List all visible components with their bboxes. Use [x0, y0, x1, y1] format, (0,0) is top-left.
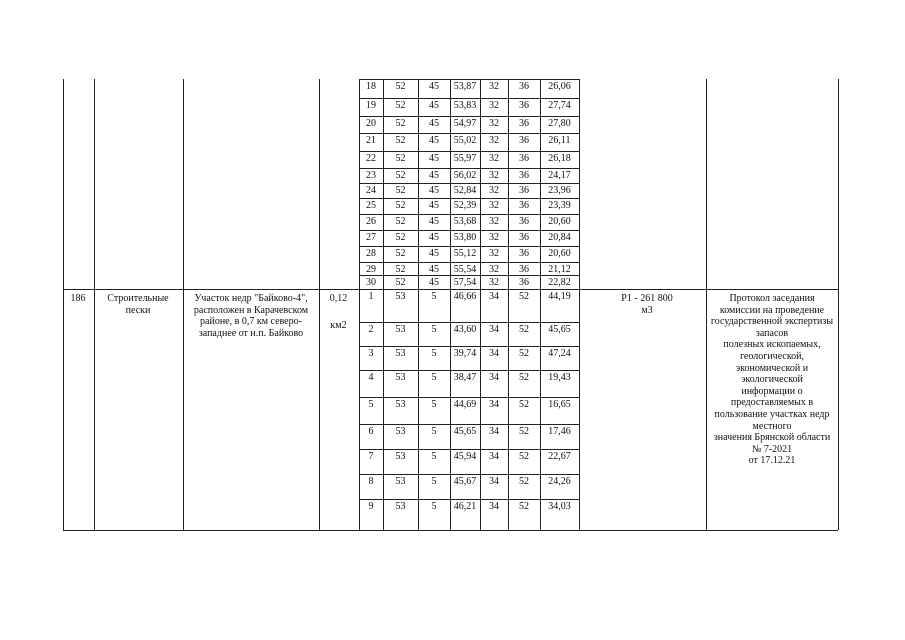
top-row-cell: 52	[395, 185, 406, 196]
top-row-cell: 45	[429, 118, 439, 129]
grid-line	[359, 133, 579, 134]
top-row-cell: 32	[489, 232, 499, 243]
record-row-cell: 5	[368, 399, 374, 410]
record-row-cell: 47,24	[548, 348, 571, 359]
record-row-cell: 24,26	[548, 476, 571, 487]
top-row-cell: 32	[489, 277, 499, 288]
top-row-cell: 26	[366, 216, 376, 227]
top-row-cell: 27,80	[548, 118, 571, 129]
record-row-cell: 5	[431, 501, 437, 512]
grid-line	[359, 322, 579, 323]
site-line-1: Участок недр "Байково-4",	[194, 293, 308, 304]
top-row-cell: 45	[429, 153, 439, 164]
top-row-cell: 53,80	[453, 232, 477, 243]
top-row-cell: 28	[366, 248, 376, 259]
top-row-cell: 30	[366, 277, 376, 288]
top-row-cell: 45	[429, 135, 439, 146]
top-row-cell: 45	[429, 185, 439, 196]
top-row-cell: 45	[429, 264, 439, 275]
top-row-cell: 26,11	[548, 135, 571, 146]
protocol-line-8: экологической	[741, 374, 803, 386]
top-row-cell: 32	[489, 118, 499, 129]
top-row-cell: 55,97	[453, 153, 477, 164]
record-row-cell: 52	[519, 324, 529, 335]
top-row-cell: 57,54	[453, 277, 477, 288]
record-row-cell: 34	[489, 324, 499, 335]
record-row-cell: 5	[431, 324, 437, 335]
record-row-cell: 9	[368, 501, 374, 512]
top-row-cell: 32	[489, 264, 499, 275]
top-row-cell: 32	[489, 153, 499, 164]
grid-line	[359, 151, 579, 152]
top-row-cell: 52	[395, 232, 406, 243]
grid-line	[359, 116, 579, 117]
top-row-cell: 36	[519, 118, 529, 129]
top-row-cell: 52	[395, 264, 406, 275]
area-value: 0,12	[329, 293, 348, 304]
mineral-line-2: пески	[125, 304, 151, 316]
record-row-cell: 8	[368, 476, 374, 487]
top-row-cell: 55,12	[453, 248, 477, 259]
top-row-cell: 19	[366, 100, 376, 111]
top-row-cell: 36	[519, 200, 529, 211]
site-line-3: районе, в 0,7 км северо-	[200, 316, 302, 328]
resources-line-2: м3	[641, 304, 653, 316]
record-row-cell: 44,69	[453, 399, 477, 410]
record-row-cell: 52	[519, 348, 529, 359]
top-row-cell: 32	[489, 248, 499, 259]
site-line-2: расположен в Карачевском	[193, 304, 309, 316]
record-number: 186	[70, 293, 86, 304]
top-row-cell: 32	[489, 216, 499, 227]
grid-line	[359, 370, 579, 371]
top-row-cell: 32	[489, 170, 499, 181]
top-row-cell: 36	[519, 81, 529, 92]
record-row-cell: 45,65	[453, 426, 477, 437]
top-row-cell: 32	[489, 135, 499, 146]
grid-line	[359, 499, 579, 500]
top-row-cell: 45	[429, 100, 439, 111]
top-row-cell: 52	[395, 135, 406, 146]
record-row-cell: 1	[368, 291, 374, 302]
top-row-cell: 52,84	[453, 185, 477, 196]
grid-line	[63, 530, 838, 531]
record-row-cell: 38,47	[453, 372, 477, 383]
top-row-cell: 45	[429, 81, 439, 92]
top-row-cell: 20,60	[548, 248, 571, 259]
top-row-cell: 52	[395, 200, 406, 211]
record-row-cell: 5	[431, 399, 437, 410]
grid-line	[359, 79, 579, 80]
record-row-cell: 19,43	[548, 372, 571, 383]
protocol-line-5: полезных ископаемых,	[723, 339, 821, 351]
top-row-cell: 23,96	[548, 185, 571, 196]
grid-line	[359, 246, 579, 247]
record-row-cell: 53	[395, 451, 406, 462]
top-row-cell: 36	[519, 100, 529, 111]
record-row-cell: 53	[395, 372, 406, 383]
area-unit: км2	[330, 320, 347, 331]
protocol-line-13: значения Брянской области	[713, 432, 831, 444]
protocol-line-4: запасов	[755, 327, 789, 339]
record-row-cell: 34	[489, 501, 499, 512]
record-row-cell: 52	[519, 501, 529, 512]
top-row-cell: 23,39	[548, 200, 571, 211]
record-row-cell: 5	[431, 476, 437, 487]
top-row-cell: 45	[429, 200, 439, 211]
record-row-cell: 44,19	[548, 291, 571, 302]
site-description	[184, 293, 318, 339]
top-row-cell: 36	[519, 277, 529, 288]
grid-line	[63, 289, 838, 290]
record-row-cell: 22,67	[548, 451, 571, 462]
protocol-reference	[706, 293, 838, 467]
top-row-cell: 27	[366, 232, 376, 243]
record-row-cell: 4	[368, 372, 374, 383]
top-row-cell: 21,12	[548, 264, 571, 275]
top-row-cell: 36	[519, 153, 529, 164]
mineral-type	[94, 293, 182, 316]
protocol-line-10: предоставляемых в	[730, 397, 814, 409]
record-row-cell: 53	[395, 426, 406, 437]
top-row-cell: 36	[519, 248, 529, 259]
top-row-cell: 27,74	[548, 100, 571, 111]
top-row-cell: 53,83	[453, 100, 477, 111]
top-row-cell: 36	[519, 185, 529, 196]
top-row-cell: 24,17	[548, 170, 571, 181]
protocol-line-2: комиссии на проведение	[719, 304, 825, 316]
protocol-line-7: экономической и	[735, 362, 809, 374]
record-row-cell: 34,03	[548, 501, 571, 512]
record-row-cell: 6	[368, 426, 374, 437]
top-row-cell: 36	[519, 232, 529, 243]
record-row-cell: 34	[489, 476, 499, 487]
top-row-cell: 32	[489, 100, 499, 111]
top-row-cell: 52	[395, 170, 406, 181]
record-row-cell: 34	[489, 291, 499, 302]
record-row-cell: 53	[395, 291, 406, 302]
top-row-cell: 25	[366, 200, 376, 211]
protocol-line-1: Протокол заседания	[729, 293, 815, 304]
protocol-line-11: пользование участках недр	[714, 408, 830, 420]
record-row-cell: 5	[431, 291, 437, 302]
top-row-cell: 18	[366, 81, 376, 92]
record-row-cell: 2	[368, 324, 374, 335]
top-row-cell: 53,68	[453, 216, 477, 227]
record-row-cell: 43,60	[453, 324, 477, 335]
top-row-cell: 20,60	[548, 216, 571, 227]
record-row-cell: 5	[431, 451, 437, 462]
record-row-cell: 53	[395, 501, 406, 512]
record-row-cell: 46,21	[453, 501, 477, 512]
record-row-cell: 45,65	[548, 324, 571, 335]
record-row-cell: 17,46	[548, 426, 571, 437]
record-row-cell: 53	[395, 476, 406, 487]
grid-line	[359, 346, 579, 347]
record-row-cell: 7	[368, 451, 374, 462]
top-row-cell: 36	[519, 135, 529, 146]
grid-line	[359, 474, 579, 475]
top-row-cell: 53,87	[453, 81, 477, 92]
top-row-cell: 26,06	[548, 81, 571, 92]
grid-line	[359, 214, 579, 215]
grid-line	[359, 262, 579, 263]
record-row-cell: 34	[489, 426, 499, 437]
grid-line	[359, 397, 579, 398]
top-row-cell: 52	[395, 216, 406, 227]
record-row-cell: 53	[395, 399, 406, 410]
top-row-cell: 55,02	[453, 135, 477, 146]
top-row-cell: 45	[429, 170, 439, 181]
record-row-cell: 52	[519, 476, 529, 487]
record-row-cell: 34	[489, 399, 499, 410]
record-row-cell: 5	[431, 426, 437, 437]
record-row-cell: 3	[368, 348, 374, 359]
top-row-cell: 32	[489, 81, 499, 92]
record-row-cell: 34	[489, 372, 499, 383]
top-row-cell: 52	[395, 81, 406, 92]
record-row-cell: 45,67	[453, 476, 477, 487]
record-row-cell: 53	[395, 348, 406, 359]
top-row-cell: 22,82	[548, 277, 571, 288]
top-row-cell: 32	[489, 200, 499, 211]
resources-line-1: Р1 - 261 800	[621, 293, 673, 304]
site-line-4: западнее от н.п. Байково	[198, 327, 304, 339]
top-row-cell: 22	[366, 153, 376, 164]
grid-line	[359, 98, 579, 99]
grid-line	[359, 424, 579, 425]
top-row-cell: 52	[395, 277, 406, 288]
grid-line	[359, 198, 579, 199]
record-row-cell: 5	[431, 348, 437, 359]
record-row-cell: 45,94	[453, 451, 477, 462]
protocol-line-15: от 17.12.21	[748, 455, 796, 467]
top-row-cell: 32	[489, 185, 499, 196]
record-row-cell: 52	[519, 291, 529, 302]
grid-line	[359, 449, 579, 450]
grid-line	[359, 168, 579, 169]
protocol-line-6: геологической,	[739, 350, 805, 362]
top-row-cell: 52	[395, 153, 406, 164]
record-row-cell: 39,74	[453, 348, 477, 359]
top-row-cell: 52	[395, 100, 406, 111]
protocol-line-12: местного	[752, 420, 792, 432]
record-row-cell: 52	[519, 426, 529, 437]
record-row-cell: 52	[519, 372, 529, 383]
top-row-cell: 45	[429, 216, 439, 227]
top-row-cell: 56,02	[453, 170, 477, 181]
record-row-cell: 5	[431, 372, 437, 383]
grid-line	[359, 183, 579, 184]
top-row-cell: 54,97	[453, 118, 477, 129]
top-row-cell: 23	[366, 170, 376, 181]
grid-line	[579, 79, 580, 530]
top-row-cell: 55,54	[453, 264, 477, 275]
top-row-cell: 21	[366, 135, 376, 146]
top-row-cell: 45	[429, 277, 439, 288]
record-row-cell: 16,65	[548, 399, 571, 410]
record-row-cell: 52	[519, 451, 529, 462]
mineral-line-1: Строительные	[107, 293, 169, 304]
top-row-cell: 20,84	[548, 232, 571, 243]
protocol-line-14: № 7-2021	[751, 443, 793, 455]
record-row-cell: 52	[519, 399, 529, 410]
top-row-cell: 36	[519, 216, 529, 227]
record-row-cell: 34	[489, 451, 499, 462]
grid-line	[359, 230, 579, 231]
top-row-cell: 52,39	[453, 200, 477, 211]
protocol-line-3: государственной экспертизы	[710, 316, 834, 328]
top-row-cell: 24	[366, 185, 376, 196]
top-row-cell: 52	[395, 118, 406, 129]
grid-line	[838, 79, 839, 530]
record-row-cell: 53	[395, 324, 406, 335]
forecast-resources	[588, 293, 706, 316]
top-row-cell: 29	[366, 264, 376, 275]
record-row-cell: 34	[489, 348, 499, 359]
top-row-cell: 20	[366, 118, 376, 129]
protocol-line-9: информации о	[741, 385, 803, 397]
top-row-cell: 36	[519, 170, 529, 181]
top-row-cell: 45	[429, 248, 439, 259]
top-row-cell: 36	[519, 264, 529, 275]
top-row-cell: 45	[429, 232, 439, 243]
top-row-cell: 26,18	[548, 153, 571, 164]
record-row-cell: 46,66	[453, 291, 477, 302]
top-row-cell: 52	[395, 248, 406, 259]
